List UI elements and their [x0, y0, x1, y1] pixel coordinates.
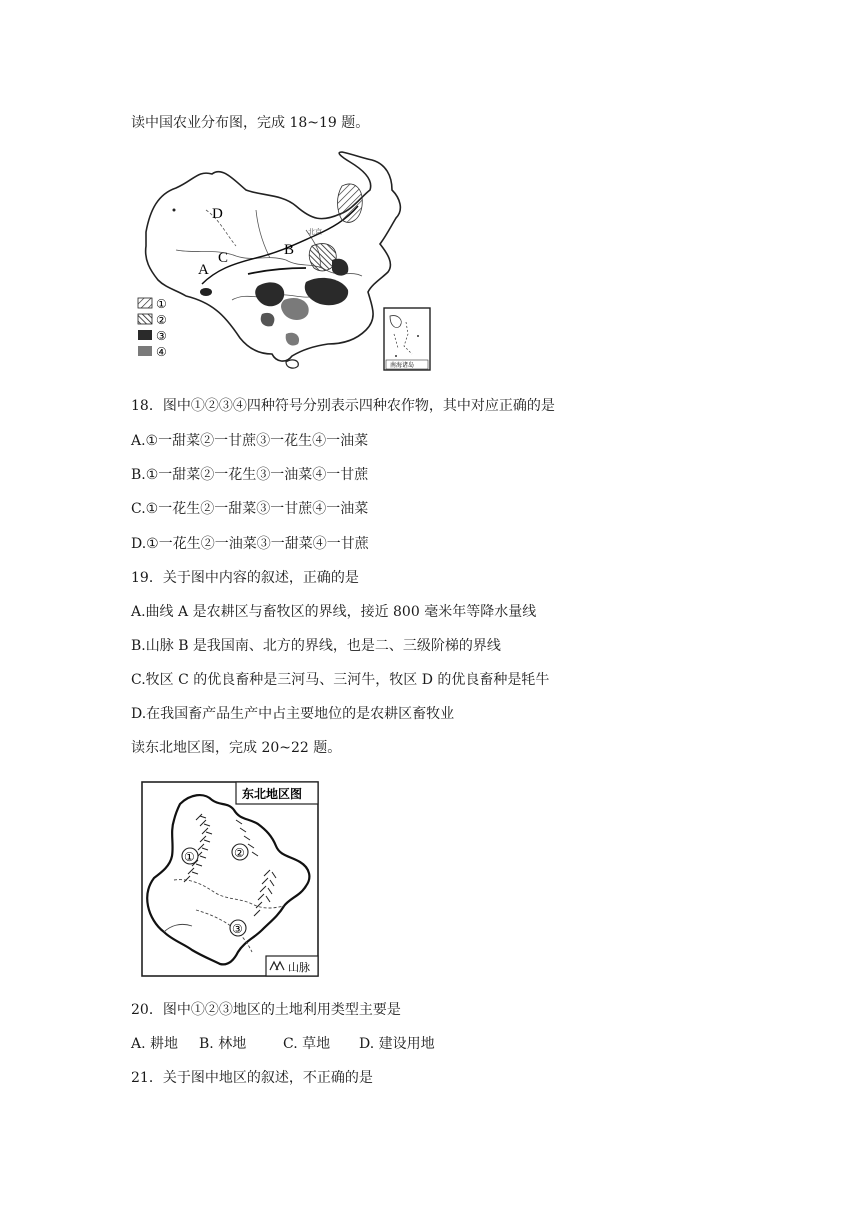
- q18-option-d: D.①一花生②一油菜③一甜菜④一甘蔗: [131, 536, 369, 552]
- q20-option-d: D. 建设用地: [359, 1036, 435, 1052]
- q19-option-a: A.曲线 A 是农耕区与畜牧区的界线，接近 800 毫米年等降水量线: [131, 604, 537, 620]
- q20-option-b: B. 林地: [199, 1036, 247, 1052]
- q18-option-b: B.①一甜菜②一花生③一油菜④一甘蔗: [131, 467, 369, 483]
- inset-label: 南海诸岛: [390, 362, 415, 369]
- intro-18-19: 读中国农业分布图，完成 18~19 题。: [131, 115, 370, 131]
- q19-option-d: D.在我国畜产品生产中占主要地位的是农耕区畜牧业: [131, 706, 455, 722]
- legend-4: ④: [156, 345, 167, 359]
- map-label-c: C: [218, 250, 229, 266]
- south-china-sea-inset: [384, 308, 430, 370]
- map2-marker-2: ②: [234, 846, 245, 860]
- q19-option-b: B.山脉 B 是我国南、北方的界线，也是二、三级阶梯的界线: [131, 638, 501, 654]
- china-agriculture-map: [136, 150, 436, 372]
- map2-legend-label: 山脉: [288, 961, 310, 974]
- q18-stem: 18．图中①②③④四种符号分别表示四种农作物，其中对应正确的是: [131, 398, 555, 414]
- q20-option-c: C. 草地: [283, 1036, 331, 1052]
- q20-options: [131, 1035, 435, 1053]
- map-label-a: A: [198, 262, 209, 278]
- q19-option-c: C.牧区 C 的优良畜种是三河马、三河牛，牧区 D 的优良畜种是牦牛: [131, 672, 550, 688]
- northeast-china-map: [140, 780, 320, 978]
- q18-option-c: C.①一花生②一甜菜③一甘蔗④一油菜: [131, 501, 369, 517]
- map2-marker-1: ①: [184, 850, 195, 864]
- q18-option-a: A.①一甜菜②一甘蔗③一花生④一油菜: [131, 433, 369, 449]
- map2-title: 东北地区图: [242, 787, 303, 801]
- map2-marker-3: ③: [232, 922, 243, 936]
- legend-3: ③: [156, 329, 167, 343]
- map-legend: [138, 297, 167, 359]
- q20-stem: 20．图中①②③地区的土地利用类型主要是: [131, 1002, 401, 1018]
- q19-stem: 19．关于图中内容的叙述，正确的是: [131, 570, 359, 586]
- q21-stem: 21．关于图中地区的叙述，不正确的是: [131, 1070, 373, 1086]
- map-label-d: D: [212, 206, 223, 222]
- intro-20-22: 读东北地区图，完成 20~22 题。: [131, 740, 342, 756]
- q20-option-a: A. 耕地: [131, 1036, 179, 1052]
- map-label-b: B: [284, 242, 295, 258]
- legend-2: ②: [156, 313, 167, 327]
- legend-1: ①: [156, 297, 167, 311]
- map-label-beijing: 北京: [308, 228, 322, 236]
